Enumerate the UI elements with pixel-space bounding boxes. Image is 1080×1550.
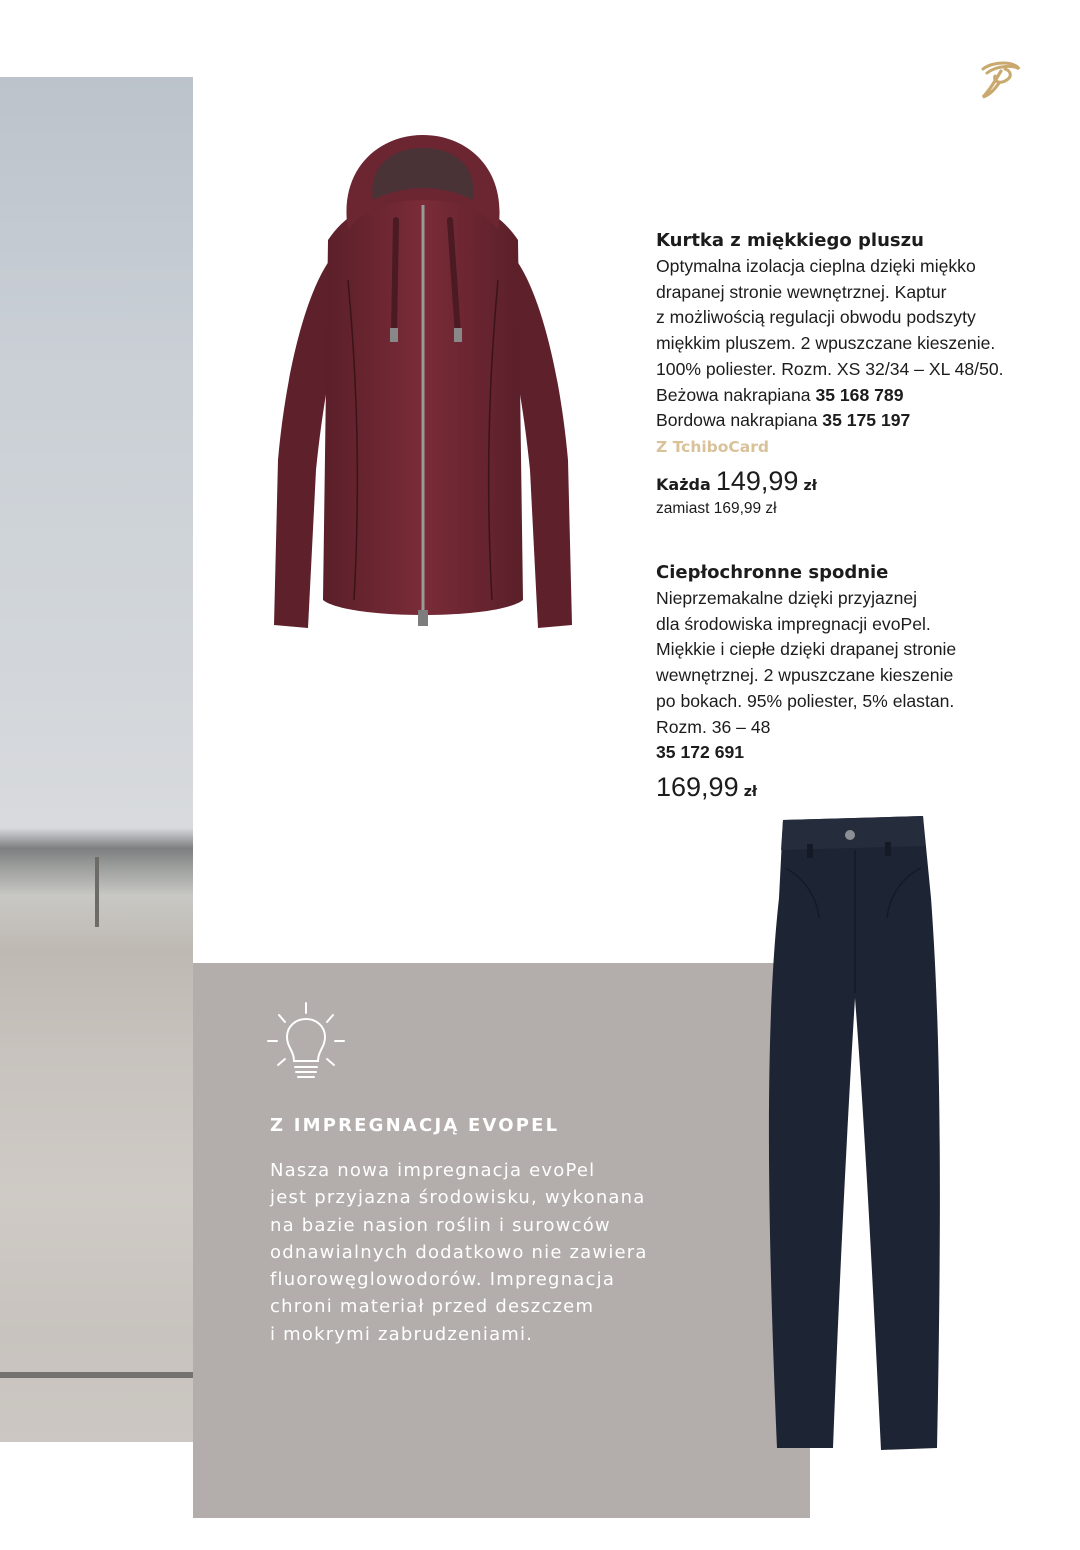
info-body [270, 1157, 730, 1348]
price-line [656, 772, 1066, 803]
variant-code: 35 175 197 [822, 410, 911, 431]
beach-pole [95, 857, 99, 927]
jacket-image [268, 130, 578, 640]
description-line: miękkim pluszem. 2 wpuszczane kieszenie. [656, 333, 996, 354]
description-line: Miękkie i ciepłe dzięki drapanej stronie [656, 639, 957, 660]
info-line: fluorowęglowodorów. Impregnacja [270, 1269, 616, 1291]
description-line: 100% poliester. Rozm. XS 32/34 – XL 48/50. [656, 358, 1004, 379]
description-line: Rozm. 36 – 48 [656, 716, 771, 737]
tchibo-logo-icon [975, 55, 1025, 105]
product-code: 35 172 691 [656, 742, 745, 763]
price-label: Każda [656, 474, 711, 494]
evopel-info-panel [193, 963, 810, 1518]
product-pants-description [656, 560, 1066, 803]
product-title: Kurtka z miękkiego pluszu [656, 230, 924, 251]
product-jacket-description [656, 228, 1066, 521]
description-line: po bokach. 95% poliester, 5% elastan. [656, 690, 955, 711]
tchibocard-note: Z TchiboCard [656, 437, 770, 456]
description-line: wewnętrznej. 2 wpuszczane kieszenie [656, 665, 954, 686]
info-line: Nasza nowa impregnacja evoPel [270, 1160, 596, 1181]
pants-image [755, 808, 950, 1463]
product-title: Ciepłochronne spodnie [656, 562, 889, 583]
description-line: Nieprzemakalne dzięki przyjaznej [656, 588, 918, 608]
info-line: na bazie nasion roślin i surowców [270, 1214, 611, 1236]
description-line: drapanej stronie wewnętrznej. Kaptur [656, 281, 947, 302]
currency: zł [743, 783, 758, 800]
variant-name: Beżowa nakrapiana [656, 384, 811, 405]
variant-line [656, 408, 1066, 434]
info-line: i mokrymi zabrudzeniami. [270, 1323, 534, 1345]
variant-name: Bordowa nakrapiana [656, 410, 818, 431]
old-price: zamiast 169,99 zł [656, 499, 777, 517]
info-title: Z IMPREGNACJĄ EVOPEL [270, 1115, 560, 1136]
description-line: z możliwością regulacji obwodu podszyty [656, 307, 976, 328]
info-line: jest przyjazna środowisku, wykonana [270, 1187, 646, 1209]
variant-line [656, 383, 1066, 409]
description-line: Optymalna izolacja cieplna dzięki miękko [656, 256, 976, 276]
beach-photo [0, 77, 193, 1442]
info-line: odnawialnych dodatkowo nie zawiera [270, 1241, 648, 1263]
price-line [656, 466, 1066, 497]
beach-tideline [0, 1372, 193, 1378]
currency: zł [803, 477, 817, 494]
description-line: dla środowiska impregnacji evoPel. [656, 613, 931, 634]
price: 169,99 [656, 771, 739, 802]
price: 149,99 [715, 465, 799, 496]
lightbulb-icon [263, 1001, 349, 1087]
variant-code: 35 168 789 [815, 384, 904, 405]
info-line: chroni materiał przed deszczem [270, 1296, 595, 1318]
